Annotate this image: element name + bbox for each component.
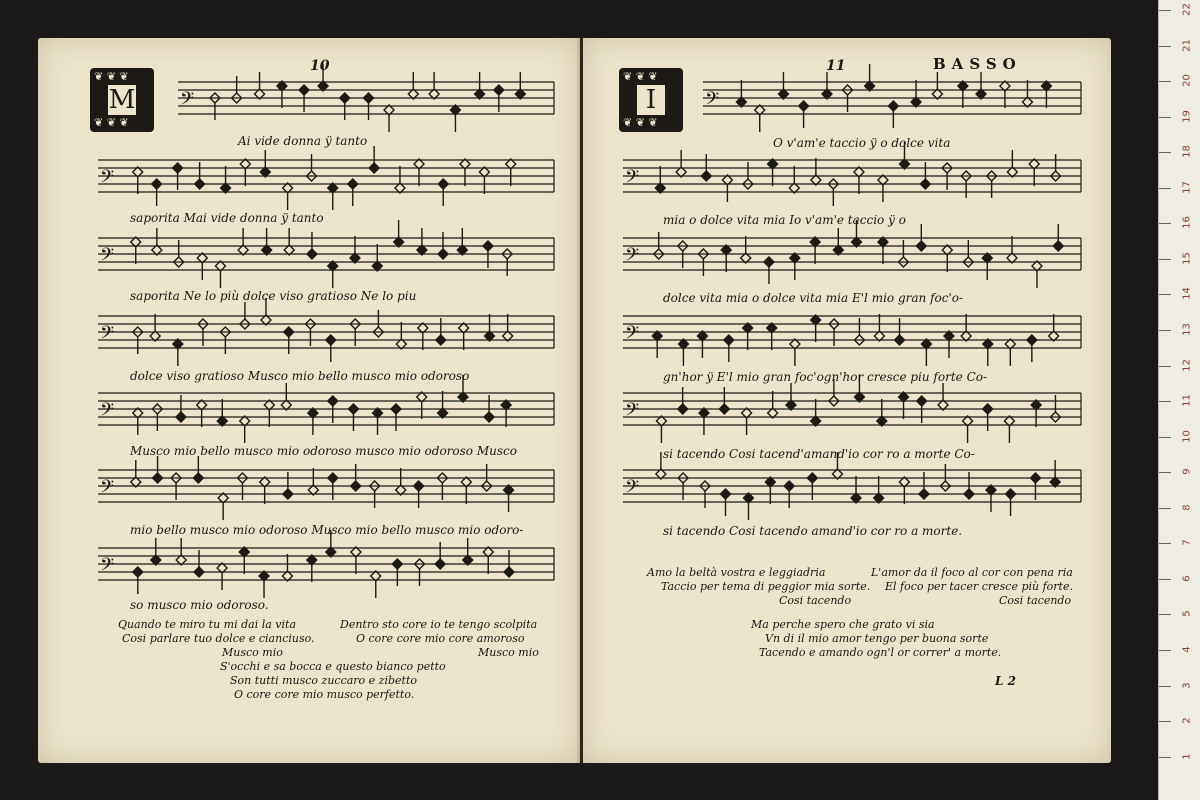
ruler-tick [1159, 294, 1171, 295]
ruler-tick [1159, 117, 1171, 118]
note [942, 245, 952, 272]
printer-signature: L 2 [995, 674, 1016, 688]
note [877, 399, 887, 426]
note [133, 408, 143, 435]
note [501, 400, 511, 427]
note [722, 175, 732, 202]
verse-line: El foco per tacer cresce più forte. [885, 580, 1073, 593]
note [1031, 400, 1041, 427]
ruler-number: 20 [1181, 74, 1193, 87]
note [1050, 460, 1060, 487]
note [438, 391, 448, 418]
note [308, 468, 318, 495]
note [151, 538, 161, 565]
note [789, 166, 799, 193]
note [417, 392, 427, 419]
initial-letter-m: M [108, 85, 136, 115]
ruler-tick [1159, 508, 1171, 509]
lyric-line: saporita Ne lo più dolce viso gratioso Ne lo piu [130, 289, 417, 303]
ruler-number: 3 [1181, 681, 1193, 689]
verse-line: Ma perche spero che grato vi sia [751, 618, 935, 631]
ruler-tick [1159, 152, 1171, 153]
ruler-number: 1 [1181, 752, 1193, 760]
note [281, 383, 291, 410]
clef: 𝄢 [625, 245, 640, 270]
lyric-line: si tacendo Cosi tacendo amand'io cor ro a morte. [663, 524, 963, 538]
verse-line: Vn di il mio amor tengo per buona sorte [765, 632, 989, 645]
note [218, 493, 228, 520]
note [721, 245, 731, 272]
note [240, 416, 250, 443]
ruler-tick [1159, 10, 1171, 11]
note [743, 323, 753, 350]
note [418, 323, 428, 350]
note [878, 237, 888, 264]
lyric-line: Ai vide donna ÿ tanto [238, 134, 368, 148]
note [958, 81, 968, 108]
note [676, 150, 686, 177]
note [790, 253, 800, 280]
lyric-line: si tacendo Cosi tacend'amand'io cor ro a morte Co- [663, 447, 975, 461]
ruler-tick [1159, 223, 1171, 224]
note [833, 228, 843, 255]
ornate-initial-left: ❦ ❦ ❦ ❦ ❦ ❦ M [90, 68, 154, 132]
note [899, 477, 909, 504]
ruler-number: 13 [1181, 323, 1193, 336]
note [899, 392, 909, 419]
note [283, 183, 293, 210]
note [678, 339, 688, 366]
ruler-tick [1159, 686, 1171, 687]
note [743, 493, 753, 520]
note [282, 554, 292, 581]
lyric-line: mia o dolce vita mia Io v'am'e taccio ÿ o [663, 213, 906, 227]
verse-line: Taccio per tema di peggior mia sorte. [661, 580, 871, 593]
ornate-initial-right: ❦ ❦ ❦ ❦ ❦ ❦ I [619, 68, 683, 132]
clef: 𝄢 [625, 477, 640, 502]
lyric-line: dolce viso gratioso Musco mio bello musco mio odoroso [130, 369, 470, 383]
ruler-number: 16 [1181, 216, 1193, 230]
note [655, 166, 665, 193]
ruler-number: 2 [1181, 717, 1193, 724]
verse-line: Son tutti musco zuccaro e zibetto [230, 674, 418, 687]
ruler-tick [1159, 188, 1171, 189]
ruler-number: 17 [1181, 180, 1193, 194]
verse-line: Cosi parlare tuo dolce e cianciuso. [122, 632, 315, 645]
ruler-number: 21 [1181, 38, 1193, 52]
note [131, 460, 141, 487]
note [307, 555, 317, 582]
note [259, 571, 269, 598]
verse-line: Amo la beltà vostra e leggiadria [647, 566, 826, 579]
note [350, 236, 360, 263]
note [239, 547, 249, 574]
clef: 𝄢 [100, 167, 115, 192]
lyric-line: dolce vita mia o dolce vita mia E'l mio gran foc'o- [663, 291, 964, 305]
note [460, 159, 470, 186]
note [197, 400, 207, 427]
ruler-number: 7 [1181, 539, 1193, 547]
lyric-line: mio bello musco mio odoroso Musco mio bello musco mio odoro- [130, 523, 524, 537]
clef: 𝄢 [100, 555, 115, 580]
note [874, 476, 884, 503]
note [463, 538, 473, 565]
note [417, 228, 427, 255]
note [238, 228, 248, 255]
note [152, 228, 162, 255]
note [1007, 236, 1017, 263]
ruler-tick [1159, 614, 1171, 615]
note [351, 547, 361, 574]
note [1029, 159, 1039, 186]
note [150, 314, 160, 341]
note [742, 408, 752, 435]
ruler-number: 22 [1181, 3, 1193, 16]
note [395, 166, 405, 193]
note [328, 261, 338, 288]
note [878, 175, 888, 202]
note [414, 159, 424, 186]
ruler-number: 5 [1181, 610, 1193, 618]
verse-line: O core core mio core amoroso [356, 632, 525, 645]
ruler-number: 15 [1181, 252, 1193, 265]
ruler-number: 6 [1181, 575, 1193, 582]
note [176, 538, 186, 565]
note [874, 314, 884, 341]
note [1004, 416, 1014, 443]
note [697, 331, 707, 358]
clef: 𝄢 [100, 245, 115, 270]
ruler-tick [1159, 259, 1171, 260]
note [394, 220, 404, 247]
verse-line: Quando te miro tu mi dai la vita [118, 618, 297, 631]
note [457, 228, 467, 255]
note [768, 391, 778, 418]
note [944, 331, 954, 358]
note [982, 253, 992, 280]
note [810, 237, 820, 264]
clef: 𝄢 [625, 400, 640, 425]
ruler-tick [1159, 437, 1171, 438]
clef: 𝄢 [705, 89, 720, 114]
note [865, 64, 875, 91]
verse-line: Cosi tacendo [999, 594, 1072, 607]
right-folio: 11 [826, 58, 846, 74]
note [215, 261, 225, 288]
note [485, 314, 495, 341]
verse-line: L'amor da il foco al cor con pena ria [871, 566, 1073, 579]
note [755, 105, 765, 132]
note [408, 72, 418, 99]
note [506, 159, 516, 186]
note [459, 323, 469, 350]
note [308, 408, 318, 435]
clef: 𝄢 [625, 323, 640, 348]
note [765, 477, 775, 504]
ruler-number: 10 [1181, 429, 1193, 443]
note [197, 253, 207, 280]
note [240, 159, 250, 186]
lyric-line: gn'hor ÿ E'l mio gran foc'ogn'hor cresce piu forte Co- [663, 370, 988, 384]
note [699, 408, 709, 435]
ruler-tick [1159, 543, 1171, 544]
note [768, 159, 778, 186]
note [786, 383, 796, 410]
note [963, 416, 973, 443]
note [318, 64, 328, 91]
note [461, 477, 471, 504]
note [479, 167, 489, 194]
clef: 𝄢 [625, 167, 640, 192]
note [741, 236, 751, 263]
note [396, 322, 406, 349]
verse-line: Dentro sto core io te tengo scolpita [340, 618, 538, 631]
ruler-tick [1159, 330, 1171, 331]
note [396, 468, 406, 495]
ruler-number: 14 [1181, 287, 1193, 301]
note [133, 167, 143, 194]
note [932, 72, 942, 99]
ruler-number: 19 [1181, 109, 1193, 123]
note [976, 72, 986, 99]
ruler-tick [1159, 650, 1171, 651]
ruler-tick [1159, 401, 1171, 402]
note [1022, 80, 1032, 107]
note [1005, 339, 1015, 366]
note [790, 339, 800, 366]
note [173, 339, 183, 366]
ruler-tick [1159, 721, 1171, 722]
ruler-tick [1159, 757, 1171, 758]
note [131, 237, 141, 264]
note [961, 314, 971, 341]
note [372, 244, 382, 271]
note [262, 228, 272, 255]
note [371, 571, 381, 598]
ruler-number: 18 [1181, 145, 1193, 159]
note [851, 476, 861, 503]
note [217, 563, 227, 590]
ruler-number: 11 [1181, 394, 1193, 407]
note [1041, 81, 1051, 108]
note [811, 158, 821, 185]
note [938, 383, 948, 410]
note [656, 416, 666, 443]
note [1007, 150, 1017, 177]
ruler-number: 12 [1181, 358, 1193, 372]
note [328, 183, 338, 210]
verse-line: O core core mio musco perfetto. [234, 688, 415, 701]
note [503, 314, 513, 341]
measuring-ruler [1158, 0, 1200, 800]
lyric-line: so musco mio odoroso. [130, 598, 269, 612]
note [260, 150, 270, 177]
note [284, 228, 294, 255]
note [217, 399, 227, 426]
note [384, 105, 394, 132]
note [373, 408, 383, 435]
verse-line: Cosi tacendo [779, 594, 852, 607]
left-page [38, 38, 580, 763]
verse-line: S'occhi e sa bocca e questo bianco petto [220, 660, 446, 673]
running-head: BASSO [933, 55, 1022, 73]
note [652, 331, 662, 358]
note [264, 400, 274, 427]
ruler-tick [1159, 81, 1171, 82]
ruler-number: 4 [1181, 646, 1193, 653]
note [515, 72, 525, 99]
note [260, 477, 270, 504]
lyric-line: saporita Mai vide donna ÿ tanto [130, 211, 324, 225]
note [450, 105, 460, 132]
note [277, 81, 287, 108]
note [255, 72, 265, 99]
ruler-tick [1159, 579, 1171, 580]
ruler-number: 8 [1181, 504, 1193, 511]
verse-line: Musco mio [222, 646, 283, 659]
note [221, 166, 231, 193]
ruler-number: 9 [1181, 468, 1193, 475]
clef: 𝄢 [100, 477, 115, 502]
note [767, 323, 777, 350]
note [483, 547, 493, 574]
lyric-line: O v'am'e taccio ÿ o dolce vita [773, 136, 951, 150]
note [854, 167, 864, 194]
verse-line: Tacendo e amando ogn'l or correr' a morte. [759, 646, 1002, 659]
note [983, 339, 993, 366]
note [736, 80, 746, 107]
note [822, 72, 832, 99]
initial-letter-i: I [637, 85, 665, 115]
verse-line: Musco mio [478, 646, 539, 659]
note [1049, 314, 1059, 341]
note [811, 315, 821, 342]
ruler-tick [1159, 366, 1171, 367]
right-page [583, 38, 1111, 763]
note [504, 485, 514, 512]
clef: 𝄢 [100, 323, 115, 348]
note [921, 339, 931, 366]
clef: 𝄢 [100, 400, 115, 425]
note [811, 399, 821, 426]
note [475, 72, 485, 99]
left-folio: 10 [310, 58, 330, 74]
clef: 𝄢 [180, 89, 195, 114]
ruler-tick [1159, 472, 1171, 473]
note [986, 485, 996, 512]
note [1000, 81, 1010, 108]
note [1032, 261, 1042, 288]
ruler-tick [1159, 46, 1171, 47]
note [778, 72, 788, 99]
note [911, 80, 921, 107]
note [429, 72, 439, 99]
lyric-line: Musco mio bello musco mio odoroso musco mio odoroso Musco [130, 444, 517, 458]
